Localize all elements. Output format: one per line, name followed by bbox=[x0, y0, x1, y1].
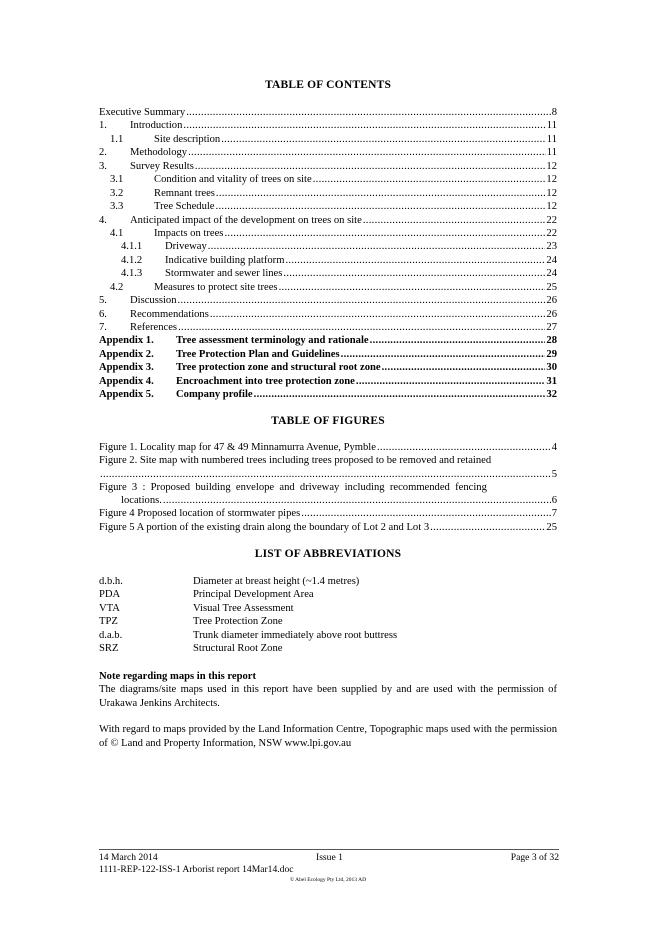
toc-entry-page: 8 bbox=[551, 107, 557, 118]
leader-dots bbox=[221, 133, 546, 146]
toc-entry-number: 1. bbox=[99, 120, 107, 132]
toc-entry-page: 22 bbox=[546, 227, 557, 239]
toc-entry-number: 4. bbox=[99, 214, 107, 226]
toc-entry-label: Stormwater and sewer lines bbox=[165, 268, 283, 280]
figure-page: 6 bbox=[551, 495, 557, 507]
toc-entry-number: 4.1.1 bbox=[121, 241, 143, 253]
toc-entry-page: 32 bbox=[546, 389, 557, 401]
figure-label: locations. bbox=[121, 495, 162, 507]
figure-entry[interactable] bbox=[99, 521, 557, 534]
footer-issue: Issue 1 bbox=[316, 852, 343, 863]
toc-entry-number: 3. bbox=[99, 160, 107, 172]
toc-entry-number: 2. bbox=[99, 147, 107, 159]
toc-entry-label: Site description bbox=[154, 133, 221, 145]
toc-entry-page: 12 bbox=[546, 160, 557, 172]
leader-dots bbox=[363, 214, 546, 227]
figure-page: 7 bbox=[551, 508, 557, 520]
abbreviations-list bbox=[99, 575, 557, 655]
footer bbox=[99, 852, 559, 875]
abbreviation-term: SRZ bbox=[99, 643, 119, 655]
footer-docref: 1111-REP-122-ISS-1 Arborist report 14Mar14.doc bbox=[99, 864, 294, 875]
figure-label: Figure 2. Site map with numbered trees including trees proposed to be removed and retained bbox=[99, 455, 492, 467]
figure-entry[interactable] bbox=[99, 507, 557, 520]
figure-page: 25 bbox=[546, 521, 557, 533]
toc-entry[interactable] bbox=[99, 187, 557, 200]
leader-dots bbox=[313, 173, 546, 186]
toc-entry-number: 5. bbox=[99, 295, 107, 307]
table-of-figures bbox=[99, 441, 557, 534]
toc-entry-page: 28 bbox=[546, 335, 557, 347]
toc-entry-page: 26 bbox=[546, 295, 557, 307]
abbreviations-title: LIST OF ABBREVIATIONS bbox=[254, 548, 402, 560]
toc-entry[interactable] bbox=[99, 227, 557, 240]
toc-entry[interactable] bbox=[99, 267, 557, 280]
toc-entry-page: 12 bbox=[546, 174, 557, 186]
toc-entry[interactable] bbox=[99, 348, 557, 361]
toc-entry-label: Survey Results bbox=[130, 160, 194, 172]
toc-entry-label: Driveway bbox=[165, 241, 207, 253]
toc-entry[interactable] bbox=[99, 133, 557, 146]
leader-dots bbox=[370, 334, 546, 347]
toc-entry-page: 23 bbox=[546, 241, 557, 253]
abbreviation-term: VTA bbox=[99, 602, 120, 614]
abbreviation-definition: Visual Tree Assessment bbox=[193, 602, 294, 614]
toc-entry-label: References bbox=[130, 322, 178, 333]
figure-entry[interactable] bbox=[99, 454, 557, 467]
abbreviation-definition: Tree Protection Zone bbox=[193, 616, 283, 628]
note-paragraph: The diagrams/site maps used in this report have been supplied by and are used with the permission of Urakawa Jenkins Architects. bbox=[99, 684, 557, 709]
abbreviation-row bbox=[99, 615, 557, 628]
abbreviation-row bbox=[99, 575, 557, 588]
toc-entry[interactable] bbox=[99, 240, 557, 253]
abbreviation-row bbox=[99, 642, 557, 655]
leader-dots bbox=[208, 240, 546, 253]
figure-entry-continuation[interactable] bbox=[99, 468, 557, 481]
toc-entry-page: 24 bbox=[546, 254, 557, 266]
leader-dots bbox=[178, 321, 545, 334]
abbreviation-row bbox=[99, 629, 557, 642]
toc-entry-number: 3.3 bbox=[110, 201, 124, 213]
toc-entry[interactable] bbox=[99, 214, 557, 227]
note-heading: Note regarding maps in this report bbox=[99, 671, 257, 682]
toc-entry-label: Tree Schedule bbox=[154, 201, 215, 213]
leader-dots bbox=[216, 187, 546, 200]
figure-label: Figure 1. Locality map for 47 & 49 Minnamurra Avenue, Pymble bbox=[99, 442, 376, 453]
toc-entry-number: 6. bbox=[99, 308, 107, 320]
toc-entry-page: 30 bbox=[546, 362, 557, 374]
leader-dots bbox=[186, 106, 551, 119]
figure-entry[interactable] bbox=[99, 481, 557, 494]
leader-dots bbox=[183, 119, 545, 132]
abbreviation-row bbox=[99, 588, 557, 601]
toc-entry-label: Methodology bbox=[130, 147, 188, 159]
leader-dots bbox=[254, 388, 546, 401]
figure-label: Figure 3 : Proposed building envelope and driveway including recommended fencing bbox=[99, 481, 487, 493]
toc-entry[interactable] bbox=[99, 160, 557, 173]
toc-entry-page: 22 bbox=[546, 214, 557, 226]
toc-entry-number: 3.1 bbox=[110, 174, 124, 186]
leader-dots bbox=[382, 361, 546, 374]
toc-entry-label: Remnant trees bbox=[154, 187, 215, 199]
toc-entry-page: 12 bbox=[546, 201, 557, 213]
leader-dots bbox=[195, 160, 546, 173]
toc-entry-number: Appendix 2. bbox=[99, 348, 154, 360]
toc-entry-number: 4.1 bbox=[110, 227, 124, 239]
abbreviation-term: PDA bbox=[99, 589, 121, 601]
toc-entry[interactable] bbox=[99, 308, 557, 321]
abbreviation-definition: Trunk diameter immediately above root buttress bbox=[193, 629, 398, 641]
toc-entry[interactable] bbox=[99, 321, 557, 334]
toc-entry-page: 11 bbox=[546, 133, 557, 145]
toc-entry[interactable] bbox=[99, 254, 557, 267]
toc-entry[interactable] bbox=[99, 375, 557, 388]
toc-entry-number: Appendix 4. bbox=[99, 375, 154, 387]
toc-entry-number: Appendix 5. bbox=[99, 389, 154, 401]
leader-dots bbox=[430, 521, 545, 534]
toc-entry-number: Appendix 1. bbox=[99, 335, 154, 347]
toc-entry[interactable] bbox=[99, 388, 557, 401]
leader-dots bbox=[301, 507, 550, 520]
toc-entry[interactable] bbox=[99, 361, 557, 374]
leader-dots bbox=[356, 375, 546, 388]
toc-entry-number: 3.2 bbox=[110, 187, 124, 199]
toc-entry-number: 1.1 bbox=[110, 133, 124, 145]
footer-page-number: Page 3 of 32 bbox=[510, 852, 559, 863]
toc-entry-label: Encroachment into tree protection zone bbox=[176, 375, 355, 387]
toc-entry-page: 26 bbox=[546, 308, 557, 320]
leader-dots bbox=[283, 267, 545, 280]
toc-title: TABLE OF CONTENTS bbox=[264, 79, 392, 91]
abbreviation-term: d.b.h. bbox=[99, 576, 123, 587]
leader-dots bbox=[188, 146, 546, 159]
toc-entry-label: Condition and vitality of trees on site bbox=[154, 174, 312, 186]
toc-entry-number: 7. bbox=[99, 322, 107, 333]
leader-dots bbox=[224, 227, 545, 240]
abbreviation-term: TPZ bbox=[99, 616, 118, 628]
toc-entry[interactable] bbox=[99, 146, 557, 159]
figure-label: Figure 5 A portion of the existing drain along the boundary of Lot 2 and Lot 3 bbox=[99, 521, 430, 533]
toc-entry-page: 11 bbox=[546, 120, 557, 132]
table-of-contents bbox=[99, 106, 557, 402]
toc-entry-page: 27 bbox=[546, 322, 557, 333]
leader-dots bbox=[100, 468, 551, 481]
toc-entry-page: 11 bbox=[546, 147, 557, 159]
leader-dots bbox=[279, 281, 546, 294]
toc-entry[interactable] bbox=[99, 119, 557, 132]
toc-entry-page: 25 bbox=[546, 281, 557, 293]
toc-entry-page: 29 bbox=[546, 348, 557, 360]
toc-entry-number: 4.1.2 bbox=[121, 254, 143, 266]
figure-label: Figure 4 Proposed location of stormwater pipes bbox=[99, 508, 301, 520]
abbreviation-definition: Structural Root Zone bbox=[193, 643, 283, 655]
abbreviation-term: d.a.b. bbox=[99, 629, 123, 641]
footer-date: 14 March 2014 bbox=[99, 852, 158, 863]
leader-dots bbox=[210, 308, 546, 321]
leader-dots bbox=[377, 441, 551, 454]
toc-entry[interactable] bbox=[99, 106, 557, 119]
toc-entry-label: Anticipated impact of the development on trees on site bbox=[130, 214, 362, 226]
toc-entry[interactable] bbox=[99, 334, 557, 347]
footer-divider bbox=[99, 849, 559, 850]
toc-entry[interactable] bbox=[99, 294, 557, 307]
toc-entry-number: 4.1.3 bbox=[121, 268, 143, 280]
toc-entry-page: 31 bbox=[546, 375, 557, 387]
figure-entry-continuation[interactable] bbox=[99, 494, 557, 507]
abbreviation-row bbox=[99, 602, 557, 615]
toc-entry-number: 4.2 bbox=[110, 281, 124, 293]
leader-dots bbox=[178, 294, 546, 307]
toc-entry-label: Discussion bbox=[130, 295, 177, 307]
toc-entry-label: Recommendations bbox=[130, 308, 209, 320]
toc-entry-label: Executive Summary bbox=[99, 107, 186, 118]
toc-entry-page: 24 bbox=[546, 268, 557, 280]
toc-entry-label: Measures to protect site trees bbox=[154, 281, 278, 293]
toc-entry[interactable] bbox=[99, 173, 557, 186]
toc-entry-label: Impacts on trees bbox=[154, 227, 224, 239]
toc-entry-label: Tree assessment terminology and rationale bbox=[176, 335, 369, 347]
toc-entry-number: Appendix 3. bbox=[99, 362, 154, 374]
toc-entry[interactable] bbox=[99, 281, 557, 294]
abbreviation-definition: Principal Development Area bbox=[193, 589, 314, 601]
toc-entry-label: Tree protection zone and structural root zone bbox=[176, 362, 381, 374]
toc-entry-label: Tree Protection Plan and Guidelines bbox=[176, 348, 340, 360]
toc-entry-label: Introduction bbox=[130, 120, 183, 132]
toc-entry-page: 12 bbox=[546, 187, 557, 199]
toc-entry-label: Indicative building platform bbox=[165, 254, 285, 266]
toc-entry-label: Company profile bbox=[176, 389, 253, 401]
figures-title: TABLE OF FIGURES bbox=[271, 415, 385, 427]
leader-dots bbox=[216, 200, 546, 213]
figure-page: 4 bbox=[551, 442, 557, 453]
leader-dots bbox=[341, 348, 546, 361]
figure-entry[interactable] bbox=[99, 441, 557, 454]
maps-note bbox=[99, 670, 557, 750]
toc-entry[interactable] bbox=[99, 200, 557, 213]
leader-dots bbox=[163, 494, 551, 507]
footer-copyright: © Abel Ecology Pty Ltd, 2013 AD bbox=[289, 877, 367, 883]
figure-page: 5 bbox=[551, 468, 557, 480]
note-paragraph: With regard to maps provided by the Land Information Centre, Topographic maps used with the permission of © Land and Property Information, NSW www.lpi.gov.au bbox=[99, 724, 557, 749]
leader-dots bbox=[285, 254, 545, 267]
abbreviation-definition: Diameter at breast height (~1.4 metres) bbox=[193, 576, 360, 587]
